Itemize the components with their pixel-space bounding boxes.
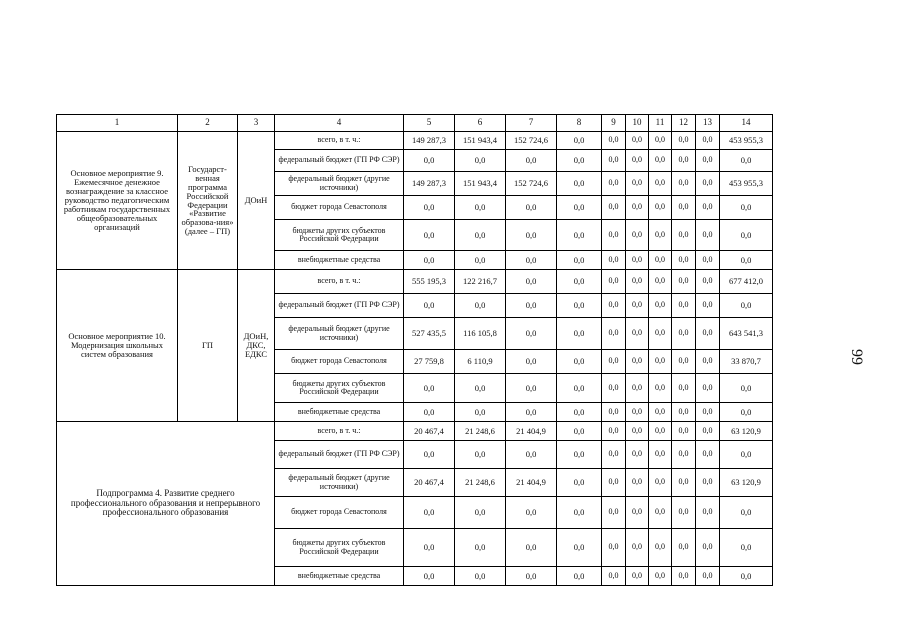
amount-cell: 0,0 bbox=[696, 469, 720, 497]
amount-cell: 0,0 bbox=[649, 196, 672, 220]
amount-cell: 0,0 bbox=[696, 403, 720, 422]
amount-cell: 0,0 bbox=[696, 350, 720, 374]
amount-cell: 20 467,4 bbox=[404, 422, 455, 441]
amount-cell: 0,0 bbox=[626, 350, 649, 374]
amount-cell: 0,0 bbox=[696, 441, 720, 469]
amount-cell: 0,0 bbox=[626, 318, 649, 350]
amount-cell: 0,0 bbox=[672, 150, 696, 172]
amount-cell: 0,0 bbox=[672, 294, 696, 318]
amount-cell: 0,0 bbox=[626, 374, 649, 403]
amount-cell: 0,0 bbox=[649, 150, 672, 172]
amount-cell: 0,0 bbox=[557, 270, 602, 294]
amount-cell: 0,0 bbox=[506, 270, 557, 294]
amount-cell: 0,0 bbox=[557, 497, 602, 529]
funding-source: бюджеты других субъектов Российской Федерации bbox=[275, 220, 404, 251]
amount-cell: 0,0 bbox=[557, 529, 602, 567]
amount-cell: 0,0 bbox=[602, 172, 626, 196]
subprogram-name: Подпрограмма 4. Развитие среднего профессионального образования и непрерывного профессионального образования bbox=[57, 422, 275, 586]
amount-cell: 0,0 bbox=[649, 251, 672, 270]
amount-cell: 0,0 bbox=[696, 422, 720, 441]
amount-cell: 0,0 bbox=[506, 403, 557, 422]
amount-cell: 0,0 bbox=[626, 403, 649, 422]
amount-cell: 0,0 bbox=[506, 150, 557, 172]
amount-cell: 0,0 bbox=[649, 374, 672, 403]
amount-cell: 0,0 bbox=[626, 196, 649, 220]
amount-cell: 0,0 bbox=[720, 294, 773, 318]
amount-cell: 0,0 bbox=[626, 441, 649, 469]
amount-cell: 0,0 bbox=[404, 497, 455, 529]
funding-source: всего, в т. ч.: bbox=[275, 270, 404, 294]
amount-cell: 116 105,8 bbox=[455, 318, 506, 350]
amount-cell: 0,0 bbox=[696, 497, 720, 529]
amount-cell: 0,0 bbox=[696, 567, 720, 586]
amount-cell: 0,0 bbox=[649, 270, 672, 294]
amount-cell: 0,0 bbox=[720, 374, 773, 403]
amount-cell: 0,0 bbox=[404, 251, 455, 270]
amount-cell: 0,0 bbox=[672, 132, 696, 150]
amount-cell: 0,0 bbox=[602, 374, 626, 403]
amount-cell: 21 404,9 bbox=[506, 422, 557, 441]
amount-cell: 0,0 bbox=[557, 318, 602, 350]
funding-source: федеральный бюджет (другие источники) bbox=[275, 318, 404, 350]
amount-cell: 0,0 bbox=[649, 441, 672, 469]
amount-cell: 0,0 bbox=[506, 318, 557, 350]
amount-cell: 0,0 bbox=[602, 318, 626, 350]
amount-cell: 21 248,6 bbox=[455, 469, 506, 497]
funding-table bbox=[56, 114, 773, 586]
amount-cell: 122 216,7 bbox=[455, 270, 506, 294]
amount-cell: 0,0 bbox=[455, 251, 506, 270]
funding-source: федеральный бюджет (другие источники) bbox=[275, 172, 404, 196]
funding-source: бюджет города Севастополя bbox=[275, 497, 404, 529]
amount-cell: 0,0 bbox=[557, 567, 602, 586]
amount-cell: 0,0 bbox=[649, 220, 672, 251]
funding-source: внебюджетные средства bbox=[275, 251, 404, 270]
amount-cell: 0,0 bbox=[602, 150, 626, 172]
amount-cell: 0,0 bbox=[602, 196, 626, 220]
amount-cell: 0,0 bbox=[720, 403, 773, 422]
amount-cell: 453 955,3 bbox=[720, 132, 773, 150]
amount-cell: 0,0 bbox=[602, 469, 626, 497]
amount-cell: 0,0 bbox=[626, 220, 649, 251]
amount-cell: 0,0 bbox=[696, 374, 720, 403]
amount-cell: 0,0 bbox=[557, 374, 602, 403]
funding-source: всего, в т. ч.: bbox=[275, 132, 404, 150]
amount-cell: 0,0 bbox=[557, 350, 602, 374]
amount-cell: 0,0 bbox=[649, 350, 672, 374]
amount-cell: 0,0 bbox=[626, 469, 649, 497]
amount-cell: 0,0 bbox=[672, 196, 696, 220]
amount-cell: 6 110,9 bbox=[455, 350, 506, 374]
amount-cell: 0,0 bbox=[602, 529, 626, 567]
amount-cell: 0,0 bbox=[672, 220, 696, 251]
amount-cell: 0,0 bbox=[626, 529, 649, 567]
amount-cell: 0,0 bbox=[557, 196, 602, 220]
amount-cell: 0,0 bbox=[404, 294, 455, 318]
amount-cell: 0,0 bbox=[404, 150, 455, 172]
amount-cell: 0,0 bbox=[649, 403, 672, 422]
amount-cell: 0,0 bbox=[649, 294, 672, 318]
amount-cell: 0,0 bbox=[649, 132, 672, 150]
funding-source: бюджеты других субъектов Российской Федерации bbox=[275, 529, 404, 567]
amount-cell: 0,0 bbox=[602, 294, 626, 318]
amount-cell: 555 195,3 bbox=[404, 270, 455, 294]
col-header: 11 bbox=[649, 115, 672, 132]
amount-cell: 27 759,8 bbox=[404, 350, 455, 374]
amount-cell: 0,0 bbox=[602, 251, 626, 270]
amount-cell: 0,0 bbox=[404, 441, 455, 469]
col-header: 3 bbox=[238, 115, 275, 132]
amount-cell: 0,0 bbox=[557, 441, 602, 469]
col-header: 9 bbox=[602, 115, 626, 132]
amount-cell: 152 724,6 bbox=[506, 172, 557, 196]
amount-cell: 527 435,5 bbox=[404, 318, 455, 350]
amount-cell: 0,0 bbox=[720, 497, 773, 529]
amount-cell: 0,0 bbox=[672, 251, 696, 270]
amount-cell: 0,0 bbox=[557, 220, 602, 251]
amount-cell: 0,0 bbox=[557, 469, 602, 497]
amount-cell: 0,0 bbox=[696, 251, 720, 270]
amount-cell: 0,0 bbox=[672, 497, 696, 529]
amount-cell: 0,0 bbox=[626, 294, 649, 318]
amount-cell: 0,0 bbox=[602, 422, 626, 441]
amount-cell: 0,0 bbox=[602, 350, 626, 374]
amount-cell: 0,0 bbox=[455, 403, 506, 422]
col-header: 1 bbox=[57, 115, 178, 132]
amount-cell: 149 287,3 bbox=[404, 172, 455, 196]
amount-cell: 21 404,9 bbox=[506, 469, 557, 497]
amount-cell: 0,0 bbox=[649, 567, 672, 586]
amount-cell: 21 248,6 bbox=[455, 422, 506, 441]
amount-cell: 0,0 bbox=[649, 318, 672, 350]
amount-cell: 0,0 bbox=[557, 294, 602, 318]
col-header: 13 bbox=[696, 115, 720, 132]
amount-cell: 0,0 bbox=[404, 529, 455, 567]
amount-cell: 0,0 bbox=[626, 567, 649, 586]
amount-cell: 0,0 bbox=[404, 374, 455, 403]
amount-cell: 0,0 bbox=[672, 567, 696, 586]
amount-cell: 0,0 bbox=[557, 132, 602, 150]
activity-name: Основное мероприятие 9. Ежемесячное денежное вознаграждение за классное руководство педагогическим работникам государственных общеобразовательных организаций bbox=[57, 132, 178, 270]
amount-cell: 0,0 bbox=[455, 497, 506, 529]
amount-cell: 0,0 bbox=[696, 318, 720, 350]
amount-cell: 0,0 bbox=[404, 196, 455, 220]
amount-cell: 0,0 bbox=[626, 251, 649, 270]
amount-cell: 0,0 bbox=[649, 497, 672, 529]
amount-cell: 63 120,9 bbox=[720, 422, 773, 441]
amount-cell: 0,0 bbox=[696, 270, 720, 294]
funding-source: внебюджетные средства bbox=[275, 403, 404, 422]
amount-cell: 677 412,0 bbox=[720, 270, 773, 294]
amount-cell: 0,0 bbox=[672, 529, 696, 567]
amount-cell: 0,0 bbox=[626, 270, 649, 294]
amount-cell: 0,0 bbox=[602, 132, 626, 150]
amount-cell: 0,0 bbox=[696, 294, 720, 318]
amount-cell: 0,0 bbox=[672, 318, 696, 350]
amount-cell: 0,0 bbox=[720, 567, 773, 586]
amount-cell: 0,0 bbox=[404, 220, 455, 251]
amount-cell: 0,0 bbox=[626, 172, 649, 196]
executor-cell: ДОиН bbox=[238, 132, 275, 270]
funding-source: федеральный бюджет (другие источники) bbox=[275, 469, 404, 497]
amount-cell: 0,0 bbox=[602, 441, 626, 469]
amount-cell: 0,0 bbox=[602, 497, 626, 529]
amount-cell: 0,0 bbox=[557, 251, 602, 270]
col-header: 12 bbox=[672, 115, 696, 132]
amount-cell: 0,0 bbox=[672, 403, 696, 422]
amount-cell: 0,0 bbox=[720, 251, 773, 270]
amount-cell: 20 467,4 bbox=[404, 469, 455, 497]
amount-cell: 0,0 bbox=[506, 294, 557, 318]
amount-cell: 0,0 bbox=[506, 567, 557, 586]
funding-source: бюджеты других субъектов Российской Федерации bbox=[275, 374, 404, 403]
amount-cell: 0,0 bbox=[557, 150, 602, 172]
amount-cell: 0,0 bbox=[506, 350, 557, 374]
amount-cell: 0,0 bbox=[455, 150, 506, 172]
amount-cell: 0,0 bbox=[696, 220, 720, 251]
amount-cell: 0,0 bbox=[720, 220, 773, 251]
amount-cell: 0,0 bbox=[602, 403, 626, 422]
amount-cell: 0,0 bbox=[455, 294, 506, 318]
funding-source: бюджет города Севастополя bbox=[275, 196, 404, 220]
amount-cell: 0,0 bbox=[672, 422, 696, 441]
amount-cell: 0,0 bbox=[649, 529, 672, 567]
program-cell: ГП bbox=[178, 270, 238, 422]
amount-cell: 152 724,6 bbox=[506, 132, 557, 150]
amount-cell: 0,0 bbox=[404, 567, 455, 586]
amount-cell: 0,0 bbox=[557, 422, 602, 441]
executor-cell: ДОиН, ДКС, ЕДКС bbox=[238, 270, 275, 422]
amount-cell: 0,0 bbox=[672, 270, 696, 294]
amount-cell: 0,0 bbox=[720, 150, 773, 172]
amount-cell: 0,0 bbox=[602, 220, 626, 251]
col-header: 10 bbox=[626, 115, 649, 132]
amount-cell: 643 541,3 bbox=[720, 318, 773, 350]
amount-cell: 0,0 bbox=[506, 220, 557, 251]
amount-cell: 0,0 bbox=[602, 567, 626, 586]
amount-cell: 0,0 bbox=[506, 196, 557, 220]
funding-source: федеральный бюджет (ГП РФ СЭР) bbox=[275, 150, 404, 172]
amount-cell: 0,0 bbox=[506, 529, 557, 567]
amount-cell: 0,0 bbox=[672, 441, 696, 469]
amount-cell: 0,0 bbox=[720, 529, 773, 567]
col-header: 4 bbox=[275, 115, 404, 132]
col-header: 8 bbox=[557, 115, 602, 132]
amount-cell: 0,0 bbox=[649, 469, 672, 497]
col-header: 14 bbox=[720, 115, 773, 132]
amount-cell: 0,0 bbox=[696, 172, 720, 196]
amount-cell: 453 955,3 bbox=[720, 172, 773, 196]
amount-cell: 0,0 bbox=[672, 374, 696, 403]
amount-cell: 0,0 bbox=[455, 567, 506, 586]
header-row bbox=[57, 115, 773, 132]
amount-cell: 0,0 bbox=[720, 196, 773, 220]
amount-cell: 0,0 bbox=[506, 251, 557, 270]
col-header: 2 bbox=[178, 115, 238, 132]
amount-cell: 0,0 bbox=[455, 529, 506, 567]
amount-cell: 0,0 bbox=[506, 374, 557, 403]
amount-cell: 33 870,7 bbox=[720, 350, 773, 374]
amount-cell: 0,0 bbox=[696, 529, 720, 567]
amount-cell: 0,0 bbox=[602, 270, 626, 294]
col-header: 5 bbox=[404, 115, 455, 132]
funding-source: внебюджетные средства bbox=[275, 567, 404, 586]
amount-cell: 0,0 bbox=[696, 196, 720, 220]
table-row bbox=[57, 422, 773, 441]
col-header: 6 bbox=[455, 115, 506, 132]
amount-cell: 0,0 bbox=[404, 403, 455, 422]
funding-source: всего, в т. ч.: bbox=[275, 422, 404, 441]
amount-cell: 0,0 bbox=[506, 441, 557, 469]
amount-cell: 0,0 bbox=[455, 374, 506, 403]
funding-source: бюджет города Севастополя bbox=[275, 350, 404, 374]
amount-cell: 0,0 bbox=[649, 172, 672, 196]
amount-cell: 0,0 bbox=[672, 172, 696, 196]
amount-cell: 0,0 bbox=[557, 403, 602, 422]
amount-cell: 0,0 bbox=[455, 441, 506, 469]
activity-name: Основное мероприятие 10. Модернизация школьных систем образования bbox=[57, 270, 178, 422]
amount-cell: 149 287,3 bbox=[404, 132, 455, 150]
funding-source: федеральный бюджет (ГП РФ СЭР) bbox=[275, 294, 404, 318]
amount-cell: 0,0 bbox=[557, 172, 602, 196]
amount-cell: 0,0 bbox=[626, 132, 649, 150]
program-cell: Государст-венная программа Российской Федерации «Развитие образова-ния» (далее – ГП) bbox=[178, 132, 238, 270]
amount-cell: 0,0 bbox=[455, 196, 506, 220]
amount-cell: 0,0 bbox=[649, 422, 672, 441]
amount-cell: 0,0 bbox=[696, 132, 720, 150]
page-number: 99 bbox=[848, 349, 865, 365]
amount-cell: 0,0 bbox=[506, 497, 557, 529]
table-row bbox=[57, 132, 773, 150]
amount-cell: 63 120,9 bbox=[720, 469, 773, 497]
amount-cell: 151 943,4 bbox=[455, 172, 506, 196]
amount-cell: 0,0 bbox=[626, 422, 649, 441]
amount-cell: 0,0 bbox=[455, 220, 506, 251]
amount-cell: 0,0 bbox=[672, 350, 696, 374]
amount-cell: 0,0 bbox=[626, 150, 649, 172]
amount-cell: 0,0 bbox=[626, 497, 649, 529]
amount-cell: 151 943,4 bbox=[455, 132, 506, 150]
amount-cell: 0,0 bbox=[696, 150, 720, 172]
table-row bbox=[57, 270, 773, 294]
amount-cell: 0,0 bbox=[720, 441, 773, 469]
funding-source: федеральный бюджет (ГП РФ СЭР) bbox=[275, 441, 404, 469]
col-header: 7 bbox=[506, 115, 557, 132]
amount-cell: 0,0 bbox=[672, 469, 696, 497]
